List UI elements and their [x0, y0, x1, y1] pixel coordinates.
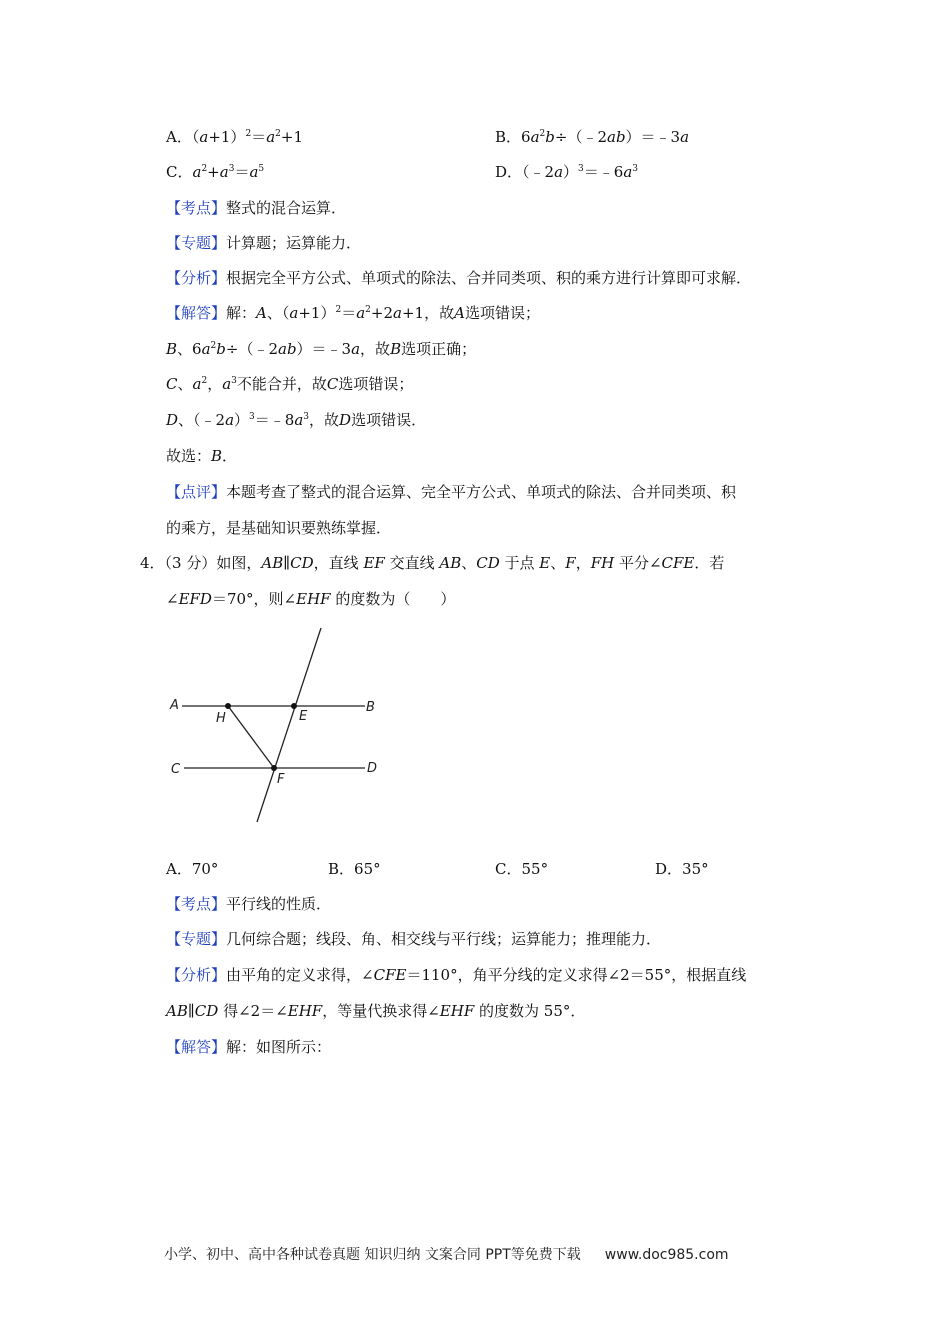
label-b: B [366, 700, 375, 715]
q4-fenxi-cont: AB∥CD 得∠2＝∠EHF，等量代换求得∠EHF 的度数为 55°． [166, 1002, 586, 1020]
label-f: F [277, 772, 285, 787]
q3-option-a: A．$(a+1)^2=a^2+1$ [166, 128, 303, 146]
q3-option-d: D．$(﹣2a)^3=﹣6a^3$ [495, 163, 639, 181]
label-d: D [367, 761, 378, 776]
label-a: A [170, 698, 179, 713]
q4-option-c: C．55° [495, 860, 549, 878]
q4-stem-line1: 4．（3 分）如图，AB∥CD，直线 EF 交直线 AB、CD 于点 E、F，FH 平分∠CFE．若 [140, 554, 725, 572]
segment-hf [228, 706, 274, 768]
label-e: E [299, 709, 308, 724]
q4-fenxi: 【分析】由平角的定义求得，∠CFE＝110°，角平分线的定义求得∠2＝55°，根据直线 [166, 966, 747, 984]
q3-jieda-d: D、$(﹣2a)^3=﹣8a^3$，故D选项错误． [166, 411, 427, 429]
q3-zhuanti: 【专题】计算题；运算能力． [166, 234, 362, 252]
q3-jieda-c: C、$a^2$，$a^3$不能合并，故C选项错误； [166, 375, 414, 393]
q4-option-d: D．35° [655, 860, 709, 878]
q3-option-c: C．$a^2+a^3=a^5$ [166, 163, 265, 181]
q3-option-b: B．$6a^2b\div(﹣2ab)=﹣3a$ [495, 128, 690, 146]
q3-fenxi: 【分析】根据完全平方公式、单项式的除法、合并同类项、积的乘方进行计算即可求解． [166, 269, 752, 287]
q3-jieda-b: B、$6a^2b\div(﹣2ab)=﹣3a$，故B选项正确； [166, 340, 477, 358]
q3-kaodian: 【考点】整式的混合运算． [166, 199, 347, 217]
footer-url[interactable]: www.doc985.com [604, 1247, 729, 1263]
label-c: C [171, 762, 181, 777]
q3-dianping-cont: 的乘方，是基础知识要熟练掌握． [166, 519, 392, 537]
label-h: H [216, 711, 226, 726]
q3-dianping: 【点评】本题考查了整式的混合运算、完全平方公式、单项式的除法、合并同类项、积 [166, 483, 737, 501]
q4-kaodian: 【考点】平行线的性质． [166, 895, 332, 913]
point-f [271, 765, 277, 771]
point-h [225, 703, 231, 709]
q4-jieda: 【解答】解：如图所示： [166, 1038, 332, 1056]
footer-text: 小学、初中、高中各种试卷真题 知识归纳 文案合同 PPT等免费下载 [164, 1247, 581, 1263]
q4-option-a: A．70° [166, 860, 219, 878]
q4-zhuanti: 【专题】几何综合题；线段、角、相交线与平行线；运算能力；推理能力． [166, 930, 662, 948]
q4-figure [160, 620, 400, 830]
q4-option-b: B．65° [328, 860, 381, 878]
point-e [291, 703, 297, 709]
page-footer [164, 1244, 729, 1264]
q4-stem-line2: ∠EFD＝70°，则∠EHF 的度数为（ ） [166, 590, 456, 608]
q3-answer: 故选：B． [166, 447, 238, 465]
line-ef [257, 628, 321, 822]
q3-jieda-a: 【解答】解：A、$(a+1)^2=a^2+2a+1$，故A选项错误； [166, 304, 540, 322]
